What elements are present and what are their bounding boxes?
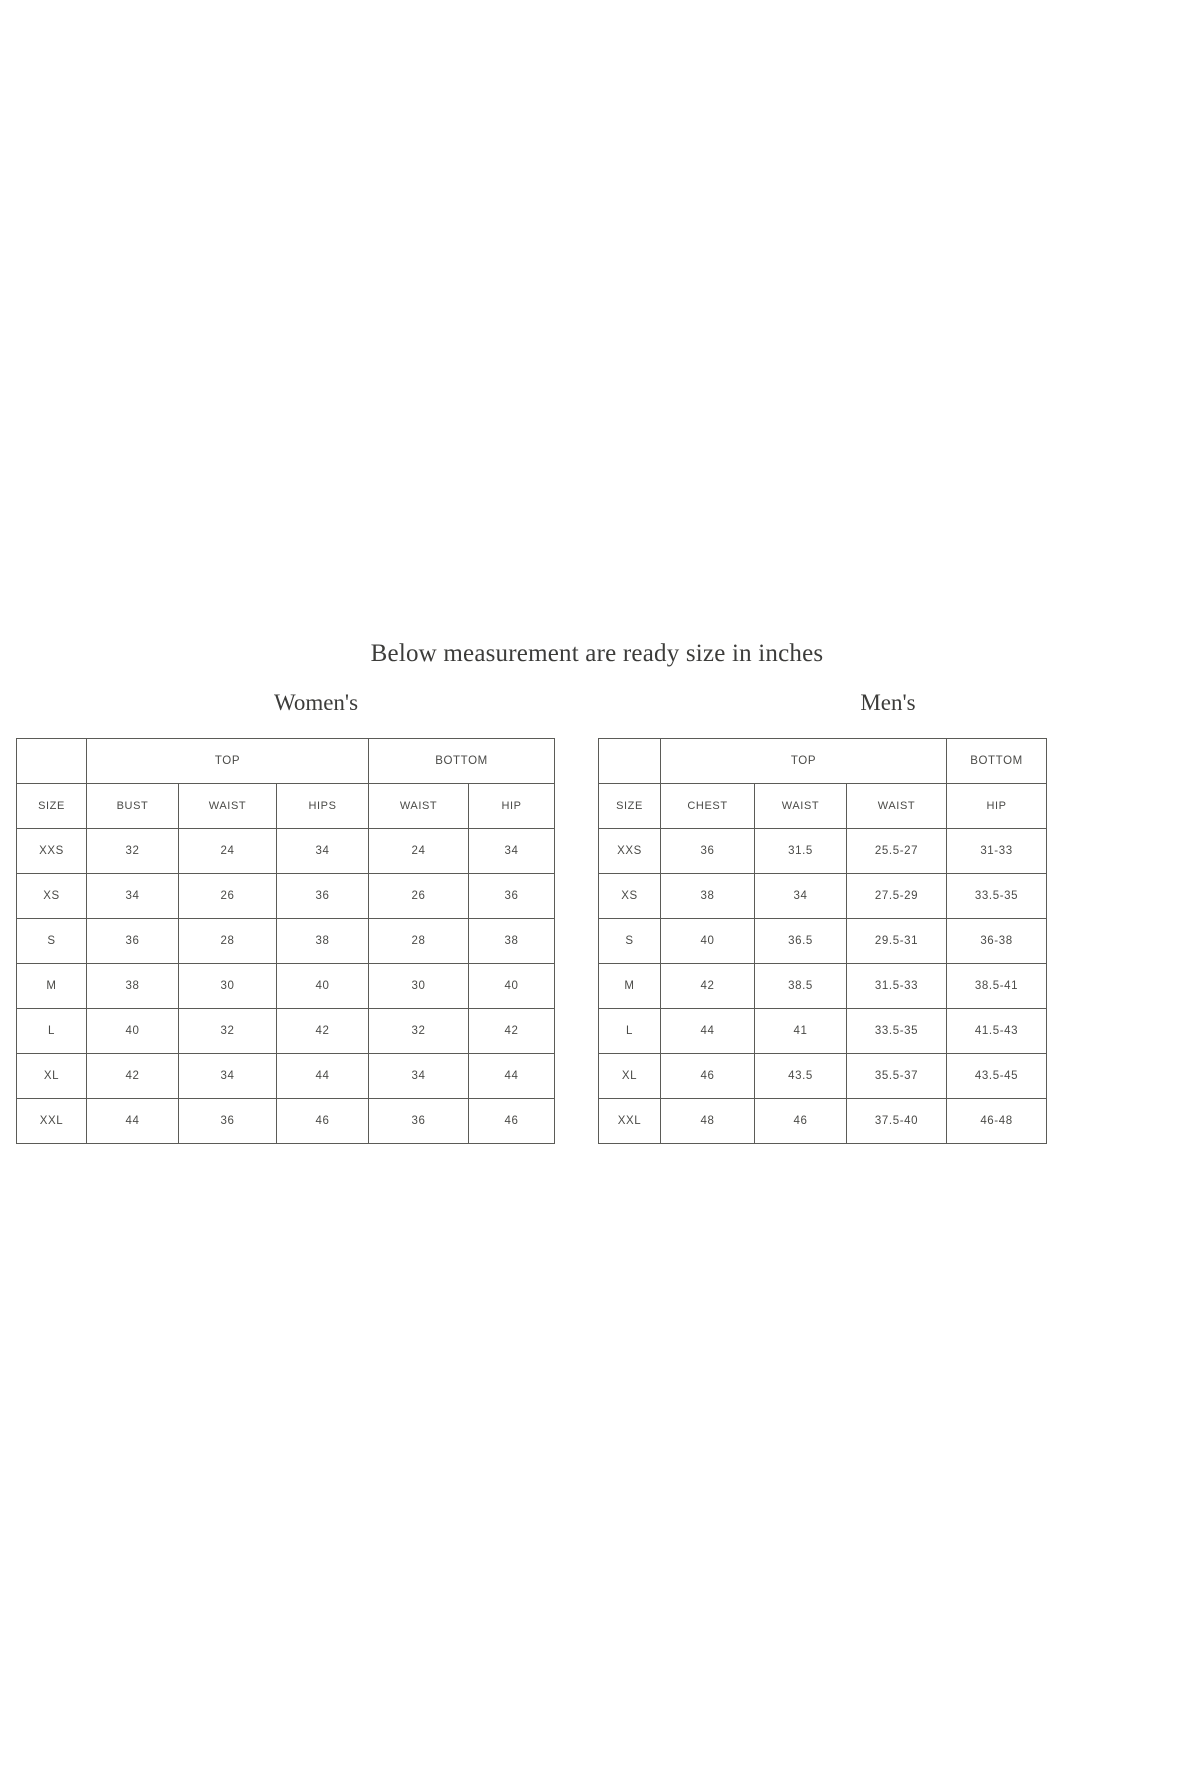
cell-size: S: [599, 919, 661, 964]
cell-size: XL: [599, 1054, 661, 1099]
cell-waist-bottom: 34: [369, 1054, 469, 1099]
cell-bust: 34: [87, 874, 179, 919]
cell-hip: 44: [469, 1054, 555, 1099]
table-column-header-row: [599, 784, 1047, 829]
cell-size: M: [599, 964, 661, 1009]
cell-chest: 42: [661, 964, 755, 1009]
column-header-hip: HIP: [947, 784, 1047, 829]
table-row: [599, 1009, 1047, 1054]
cell-bust: 38: [87, 964, 179, 1009]
column-header-hips: HIPS: [277, 784, 369, 829]
womens-size-section: [16, 690, 628, 1144]
cell-hip: 31-33: [947, 829, 1047, 874]
cell-hips: 44: [277, 1054, 369, 1099]
cell-hip: 33.5-35: [947, 874, 1047, 919]
column-header-bust: BUST: [87, 784, 179, 829]
cell-waist-top: 38.5: [755, 964, 847, 1009]
cell-waist-top: 34: [179, 1054, 277, 1099]
group-header-top: TOP: [87, 739, 369, 784]
column-header-waist-top: WAIST: [755, 784, 847, 829]
column-header-waist-bottom: WAIST: [847, 784, 947, 829]
cell-waist-top: 28: [179, 919, 277, 964]
cell-hip: 43.5-45: [947, 1054, 1047, 1099]
cell-hip: 46-48: [947, 1099, 1047, 1144]
cell-waist-top: 24: [179, 829, 277, 874]
group-header-blank: [17, 739, 87, 784]
mens-size-section: [598, 690, 1178, 1144]
cell-hip: 40: [469, 964, 555, 1009]
table-row: [17, 1054, 555, 1099]
cell-size: M: [17, 964, 87, 1009]
cell-size: XS: [599, 874, 661, 919]
cell-waist-top: 36: [179, 1099, 277, 1144]
cell-hip: 38.5-41: [947, 964, 1047, 1009]
cell-waist-bottom: 33.5-35: [847, 1009, 947, 1054]
cell-chest: 48: [661, 1099, 755, 1144]
group-header-blank: [599, 739, 661, 784]
cell-hips: 46: [277, 1099, 369, 1144]
cell-waist-bottom: 24: [369, 829, 469, 874]
cell-size: XL: [17, 1054, 87, 1099]
cell-size: L: [17, 1009, 87, 1054]
column-header-chest: CHEST: [661, 784, 755, 829]
table-row: [599, 829, 1047, 874]
table-row: [599, 919, 1047, 964]
table-row: [17, 964, 555, 1009]
cell-size: S: [17, 919, 87, 964]
womens-size-table: [16, 738, 555, 1144]
page-title: Below measurement are ready size in inches: [370, 640, 824, 667]
cell-chest: 44: [661, 1009, 755, 1054]
cell-hip: 36: [469, 874, 555, 919]
table-row: [17, 1009, 555, 1054]
table-row: [599, 1054, 1047, 1099]
cell-hips: 38: [277, 919, 369, 964]
cell-waist-top: 41: [755, 1009, 847, 1054]
cell-waist-top: 26: [179, 874, 277, 919]
table-row: [599, 874, 1047, 919]
table-group-header-row: [17, 739, 555, 784]
cell-waist-bottom: 25.5-27: [847, 829, 947, 874]
table-row: [17, 1099, 555, 1144]
cell-waist-top: 46: [755, 1099, 847, 1144]
mens-size-table: [598, 738, 1047, 1144]
cell-chest: 36: [661, 829, 755, 874]
cell-waist-top: 36.5: [755, 919, 847, 964]
cell-waist-bottom: 35.5-37: [847, 1054, 947, 1099]
cell-chest: 40: [661, 919, 755, 964]
cell-size: XXS: [17, 829, 87, 874]
cell-waist-bottom: 31.5-33: [847, 964, 947, 1009]
table-row: [17, 919, 555, 964]
cell-waist-bottom: 37.5-40: [847, 1099, 947, 1144]
cell-waist-bottom: 27.5-29: [847, 874, 947, 919]
cell-bust: 32: [87, 829, 179, 874]
cell-waist-bottom: 26: [369, 874, 469, 919]
cell-hips: 40: [277, 964, 369, 1009]
cell-waist-top: 43.5: [755, 1054, 847, 1099]
column-header-size: SIZE: [17, 784, 87, 829]
cell-hip: 34: [469, 829, 555, 874]
cell-bust: 44: [87, 1099, 179, 1144]
cell-waist-top: 32: [179, 1009, 277, 1054]
cell-waist-top: 31.5: [755, 829, 847, 874]
table-column-header-row: [17, 784, 555, 829]
cell-hip: 38: [469, 919, 555, 964]
cell-bust: 36: [87, 919, 179, 964]
group-header-bottom: BOTTOM: [947, 739, 1047, 784]
column-header-size: SIZE: [599, 784, 661, 829]
cell-hips: 34: [277, 829, 369, 874]
cell-waist-top: 34: [755, 874, 847, 919]
mens-section-title: Men's: [860, 690, 916, 715]
table-group-header-row: [599, 739, 1047, 784]
group-header-top: TOP: [661, 739, 947, 784]
column-header-hip: HIP: [469, 784, 555, 829]
cell-hips: 36: [277, 874, 369, 919]
cell-size: XXS: [599, 829, 661, 874]
cell-size: L: [599, 1009, 661, 1054]
cell-waist-bottom: 29.5-31: [847, 919, 947, 964]
group-header-bottom: BOTTOM: [369, 739, 555, 784]
cell-hip: 42: [469, 1009, 555, 1054]
cell-hip: 46: [469, 1099, 555, 1144]
table-row: [17, 829, 555, 874]
table-row: [599, 1099, 1047, 1144]
cell-hip: 41.5-43: [947, 1009, 1047, 1054]
cell-waist-bottom: 28: [369, 919, 469, 964]
womens-section-title: Women's: [273, 690, 359, 715]
table-row: [599, 964, 1047, 1009]
cell-bust: 42: [87, 1054, 179, 1099]
cell-hip: 36-38: [947, 919, 1047, 964]
cell-chest: 46: [661, 1054, 755, 1099]
cell-waist-bottom: 32: [369, 1009, 469, 1054]
cell-bust: 40: [87, 1009, 179, 1054]
cell-size: XXL: [17, 1099, 87, 1144]
cell-size: XS: [17, 874, 87, 919]
cell-waist-top: 30: [179, 964, 277, 1009]
cell-waist-bottom: 30: [369, 964, 469, 1009]
cell-hips: 42: [277, 1009, 369, 1054]
column-header-waist-top: WAIST: [179, 784, 277, 829]
cell-waist-bottom: 36: [369, 1099, 469, 1144]
cell-size: XXL: [599, 1099, 661, 1144]
cell-chest: 38: [661, 874, 755, 919]
column-header-waist-bottom: WAIST: [369, 784, 469, 829]
table-row: [17, 874, 555, 919]
